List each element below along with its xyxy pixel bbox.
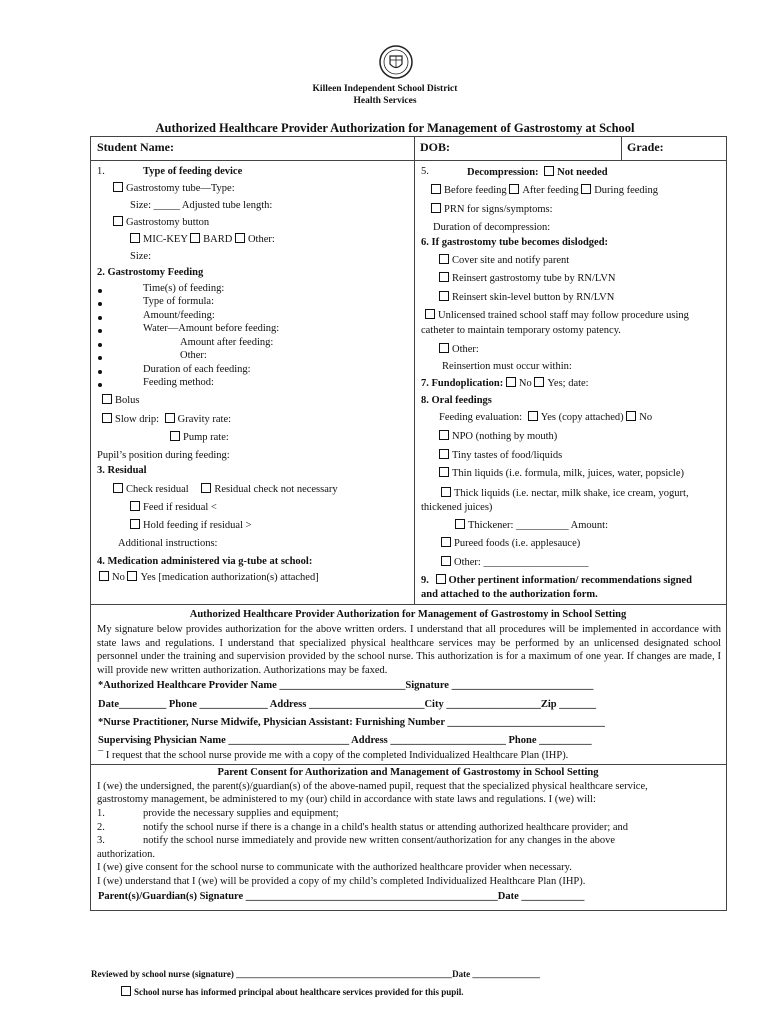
consent-item-1-number: 1. — [97, 808, 105, 819]
reinsert-tube-label: Reinsert gastrostomy tube by RN/LVN — [452, 273, 616, 284]
bullet — [98, 370, 102, 374]
dob-field[interactable] — [455, 138, 617, 158]
npo-checkbox[interactable] — [439, 430, 449, 440]
feed-if-checkbox[interactable] — [130, 501, 140, 511]
fundoplication-yes-label: Yes; date: — [547, 378, 589, 389]
furnishing-number-line[interactable]: *Nurse Practitioner, Nurse Midwife, Physician Assistant: Furnishing Number ______________________________ — [98, 717, 605, 728]
bolus-label: Bolus — [115, 395, 140, 406]
pump-checkbox[interactable] — [170, 431, 180, 441]
dob-divider — [414, 136, 415, 604]
grade-field[interactable] — [670, 138, 722, 158]
thickener-label: Thickener: __________ Amount: — [468, 520, 608, 531]
slow-drip-checkbox[interactable] — [102, 413, 112, 423]
authorization-body: My signature below provides authorization for the above written orders. I understand that all procedures will be implemented in accordance with state laws and regulations. I understand that specialized physical healthcare services may be performed by an unlicensed designated school personnel under the training and supervision provided by the school nurse. This authorization is for a maximum of one year. If changes are made, I will provide new written authorization. Authorizations may be faxed. — [97, 624, 721, 676]
tiny-tastes-label: Tiny tastes of food/liquids — [452, 450, 563, 461]
thin-liquids-checkbox[interactable] — [439, 467, 449, 477]
tiny-tastes-option[interactable] — [439, 449, 562, 462]
formula-type-label: Type of formula: — [143, 296, 214, 307]
medication-no-label: No — [112, 572, 125, 583]
pureed-option[interactable] — [441, 537, 580, 550]
feeding-duration-label: Duration of each feeding: — [143, 364, 251, 375]
after-feeding-checkbox[interactable] — [509, 184, 519, 194]
medication-options — [99, 571, 319, 584]
department-name: Health Services — [353, 96, 417, 106]
oral-other-label: Other: ____________________ — [454, 557, 589, 568]
pupil-position-label: Pupil’s position during feeding: — [97, 450, 230, 461]
evaluation-yes-label: Yes (copy attached) — [540, 412, 624, 423]
bullet — [98, 329, 102, 333]
section-7-title: 7. Fundoplication: — [421, 378, 504, 389]
cover-site-label: Cover site and notify parent — [452, 255, 570, 266]
bullet — [98, 316, 102, 320]
bullet — [98, 302, 102, 306]
consent-divider — [90, 764, 726, 765]
fundoplication-yes-checkbox[interactable] — [534, 377, 544, 387]
unlicensed-staff-label-2: catheter to maintain temporary ostomy patency. — [421, 325, 621, 336]
evaluation-no-label: No — [639, 412, 653, 423]
during-feeding-label: During feeding — [594, 185, 659, 196]
grade-divider — [621, 136, 622, 160]
section-2-title: 2. Gastrostomy Feeding — [97, 267, 204, 278]
provider-contact-line[interactable]: Date_________ Phone _____________ Address ______________________City __________________Zip _______ — [98, 699, 596, 710]
orders-divider — [90, 604, 726, 605]
mic-key-label: MIC-KEY — [143, 234, 188, 245]
ihp-copy-request[interactable]: ¯ I request that the school nurse provide me with a copy of the completed Individualized Healthcare Plan (IHP). — [98, 750, 569, 761]
dislodged-other-checkbox[interactable] — [439, 343, 449, 353]
reinsert-button-option[interactable] — [439, 291, 614, 304]
student-name-field[interactable] — [180, 138, 410, 158]
bolus-checkbox[interactable] — [102, 394, 112, 404]
section-1-title: Type of feeding device — [143, 166, 243, 177]
dob-label: DOB: — [420, 140, 450, 154]
consent-item-3: notify the school nurse immediately and provide new written consent/authorization for any changes in the above — [143, 835, 616, 846]
medication-yes-label: Yes [medication authorization(s) attached] — [140, 572, 319, 583]
water-before-label: Water—Amount before feeding: — [143, 323, 280, 334]
residual-not-needed-checkbox[interactable] — [201, 483, 211, 493]
oral-other-option[interactable] — [441, 556, 588, 569]
button-other-checkbox[interactable] — [235, 233, 245, 243]
decompression-duration-label: Duration of decompression: — [433, 222, 551, 233]
consent-intro-2: gastrostomy management, be administered to my (our) child in accordance with state laws and regulations. I (we) will: — [97, 794, 596, 805]
gastrostomy-tube-checkbox[interactable] — [113, 182, 123, 192]
supervising-physician-line[interactable]: Supervising Physician Name _______________________ Address ______________________ Phone __________ — [98, 735, 592, 746]
prn-option[interactable] — [431, 203, 553, 216]
check-residual-label: Check residual — [126, 484, 189, 495]
hold-if-checkbox[interactable] — [130, 519, 140, 529]
pureed-label: Pureed foods (i.e. applesauce) — [454, 538, 581, 549]
unlicensed-staff-option[interactable] — [425, 309, 689, 322]
npo-option[interactable] — [439, 430, 557, 443]
section-5-title: Decompression: — [467, 167, 539, 178]
dislodged-other-label: Other: — [452, 344, 479, 355]
amount-feeding-label: Amount/feeding: — [143, 310, 215, 321]
feeding-evaluation-row — [439, 411, 652, 424]
prn-label: PRN for signs/symptoms: — [444, 204, 553, 215]
gastrostomy-tube-option[interactable] — [113, 182, 235, 195]
grade-label: Grade: — [627, 140, 664, 154]
decompression-timing — [431, 184, 658, 197]
during-feeding-checkbox[interactable] — [581, 184, 591, 194]
fundoplication-no-checkbox[interactable] — [506, 377, 516, 387]
section-5-row — [467, 166, 608, 179]
section-9-row — [421, 574, 692, 587]
thick-liquids-label: Thick liquids (i.e. nectar, milk shake, ice cream, yogurt, — [454, 488, 689, 499]
residual-not-needed-label: Residual check not necessary — [214, 484, 338, 495]
unlicensed-staff-label: Unlicensed trained school staff may follow procedure using — [438, 310, 689, 321]
consent-authorization-word: authorization. — [97, 849, 156, 860]
gravity-checkbox[interactable] — [165, 413, 175, 423]
bard-label: BARD — [203, 234, 233, 245]
gastrostomy-button-label: Gastrostomy button — [126, 217, 210, 228]
tiny-tastes-checkbox[interactable] — [439, 449, 449, 459]
cover-site-checkbox[interactable] — [439, 254, 449, 264]
district-seal-icon — [379, 45, 413, 79]
size-adjusted-length: Size: _____ Adjusted tube length: — [130, 200, 273, 211]
residual-options — [113, 483, 338, 496]
consent-intro-1: I (we) the undersigned, the parent(s)/guardian(s) of the above-named pupil, request that the specialized physical healthcare service, — [97, 781, 648, 792]
gastrostomy-button-option[interactable] — [113, 216, 209, 229]
district-name: Killeen Independent School District — [312, 84, 458, 94]
not-needed-label: Not needed — [557, 167, 608, 178]
authorization-title: Authorized Healthcare Provider Authorization for Management of Gastrostomy in School Setting — [189, 609, 627, 620]
pureed-checkbox[interactable] — [441, 537, 451, 547]
bard-checkbox[interactable] — [190, 233, 200, 243]
button-other-label: Other: — [247, 234, 275, 245]
cover-site-option[interactable] — [439, 254, 569, 267]
parent-signature-line[interactable]: Parent(s)/Guardian(s) Signature ________________________________________________Date ____________ — [98, 891, 585, 902]
after-feeding-label: After feeding — [522, 185, 579, 196]
feeding-time-label: Time(s) of feeding: — [143, 283, 225, 294]
header-row-divider — [90, 160, 726, 161]
before-feeding-checkbox[interactable] — [431, 184, 441, 194]
mic-key-checkbox[interactable] — [130, 233, 140, 243]
npo-label: NPO (nothing by mouth) — [452, 431, 558, 442]
student-name-label: Student Name: — [97, 140, 174, 154]
consent-item-2: notify the school nurse if there is a change in a child's health status or attending authorized healthcare provider; and — [143, 822, 629, 833]
principal-informed-checkbox[interactable] — [121, 986, 131, 996]
thin-liquids-option[interactable] — [439, 467, 684, 480]
section-9-title: Other pertinent information/ recommendations signed — [448, 575, 692, 586]
thickener-option[interactable] — [455, 519, 608, 532]
principal-informed-label: School nurse has informed principal about healthcare services provided for this pupil. — [134, 987, 464, 997]
reinsert-button-checkbox[interactable] — [439, 291, 449, 301]
form-title: Authorized Healthcare Provider Authorization for Management of Gastrostomy at School — [155, 121, 635, 135]
feed-if-label: Feed if residual < — [143, 502, 217, 513]
thick-liquids-label-2: thickened juices) — [421, 502, 493, 513]
button-type-options — [130, 233, 275, 246]
thick-liquids-checkbox[interactable] — [441, 487, 451, 497]
bullet — [98, 289, 102, 293]
consent-item-3-number: 3. — [97, 835, 105, 846]
before-feeding-label: Before feeding — [444, 185, 507, 196]
check-residual-checkbox[interactable] — [113, 483, 123, 493]
reinsert-tube-checkbox[interactable] — [439, 272, 449, 282]
consent-item-1: provide the necessary supplies and equipment; — [143, 808, 339, 819]
section-1-number: 1. — [97, 166, 105, 177]
section-6-title: 6. If gastrostomy tube becomes dislodged: — [421, 237, 609, 248]
bullet — [98, 356, 102, 360]
reinsert-button-label: Reinsert skin-level button by RN/LVN — [452, 292, 615, 303]
section-3-title: 3. Residual — [97, 465, 147, 476]
thin-liquids-label: Thin liquids (i.e. formula, milk, juices, water, popsicle) — [452, 468, 684, 479]
consent-title: Parent Consent for Authorization and Management of Gastrostomy in School Setting — [217, 767, 599, 778]
feeding-evaluation-label: Feeding evaluation: — [439, 412, 523, 423]
feed-if-option[interactable] — [130, 501, 217, 514]
pump-label: Pump rate: — [183, 432, 229, 443]
hold-if-label: Hold feeding if residual > — [143, 520, 252, 531]
fundoplication-no-label: No — [518, 378, 532, 389]
section-7-row — [421, 377, 589, 390]
oral-other-checkbox[interactable] — [441, 556, 451, 566]
pertinent-info-checkbox[interactable] — [436, 574, 446, 584]
bullet — [98, 343, 102, 347]
prn-checkbox[interactable] — [431, 203, 441, 213]
water-after-label: Amount after feeding: — [180, 337, 274, 348]
bolus-option[interactable] — [102, 394, 140, 407]
section-4-title: 4. Medication administered via g-tube at school: — [97, 556, 313, 567]
thick-liquids-option[interactable] — [441, 487, 689, 500]
principal-informed-option[interactable] — [121, 986, 464, 997]
gastrostomy-tube-label: Gastrostomy tube—Type: — [126, 183, 235, 194]
nurse-review-line[interactable]: Reviewed by school nurse (signature) ________________________________________________Date _______________ — [91, 969, 540, 979]
button-size-label: Size: — [130, 251, 151, 262]
medication-no-checkbox[interactable] — [99, 571, 109, 581]
decompression-not-needed-checkbox[interactable] — [544, 166, 554, 176]
gastrostomy-button-checkbox[interactable] — [113, 216, 123, 226]
additional-instructions-label: Additional instructions: — [118, 538, 218, 549]
slow-drip-option — [102, 413, 231, 426]
consent-communicate: I (we) give consent for the school nurse to communicate with the authorized healthcare provider when necessary. — [97, 862, 572, 873]
feeding-other-label: Other: — [180, 350, 207, 361]
medication-yes-checkbox[interactable] — [127, 571, 137, 581]
consent-item-2-number: 2. — [97, 822, 105, 833]
hold-if-option[interactable] — [130, 519, 252, 532]
section-5-number: 5. — [421, 166, 429, 177]
reinsertion-time-label: Reinsertion must occur within: — [442, 361, 572, 372]
evaluation-no-checkbox[interactable] — [626, 411, 636, 421]
section-9-title-2: and attached to the authorization form. — [421, 589, 598, 600]
section-9-number: 9. — [421, 575, 429, 586]
section-8-title: 8. Oral feedings — [421, 395, 492, 406]
thickener-checkbox[interactable] — [455, 519, 465, 529]
pump-option[interactable] — [170, 431, 229, 444]
unlicensed-staff-checkbox[interactable] — [425, 309, 435, 319]
evaluation-yes-checkbox[interactable] — [528, 411, 538, 421]
gravity-label: Gravity rate: — [177, 414, 232, 425]
bullet — [98, 383, 102, 387]
feeding-method-label: Feeding method: — [143, 377, 214, 388]
slow-drip-label: Slow drip: — [115, 414, 160, 425]
provider-signature-line[interactable]: *Authorized Healthcare Provider Name ________________________Signature ___________________________ — [98, 680, 594, 691]
reinsert-tube-option[interactable] — [439, 272, 616, 285]
consent-ihp-copy: I (we) understand that I (we) will be provided a copy of my child’s completed Individualized Healthcare Plan (IHP). — [97, 876, 586, 887]
dislodged-other-option[interactable] — [439, 343, 479, 356]
